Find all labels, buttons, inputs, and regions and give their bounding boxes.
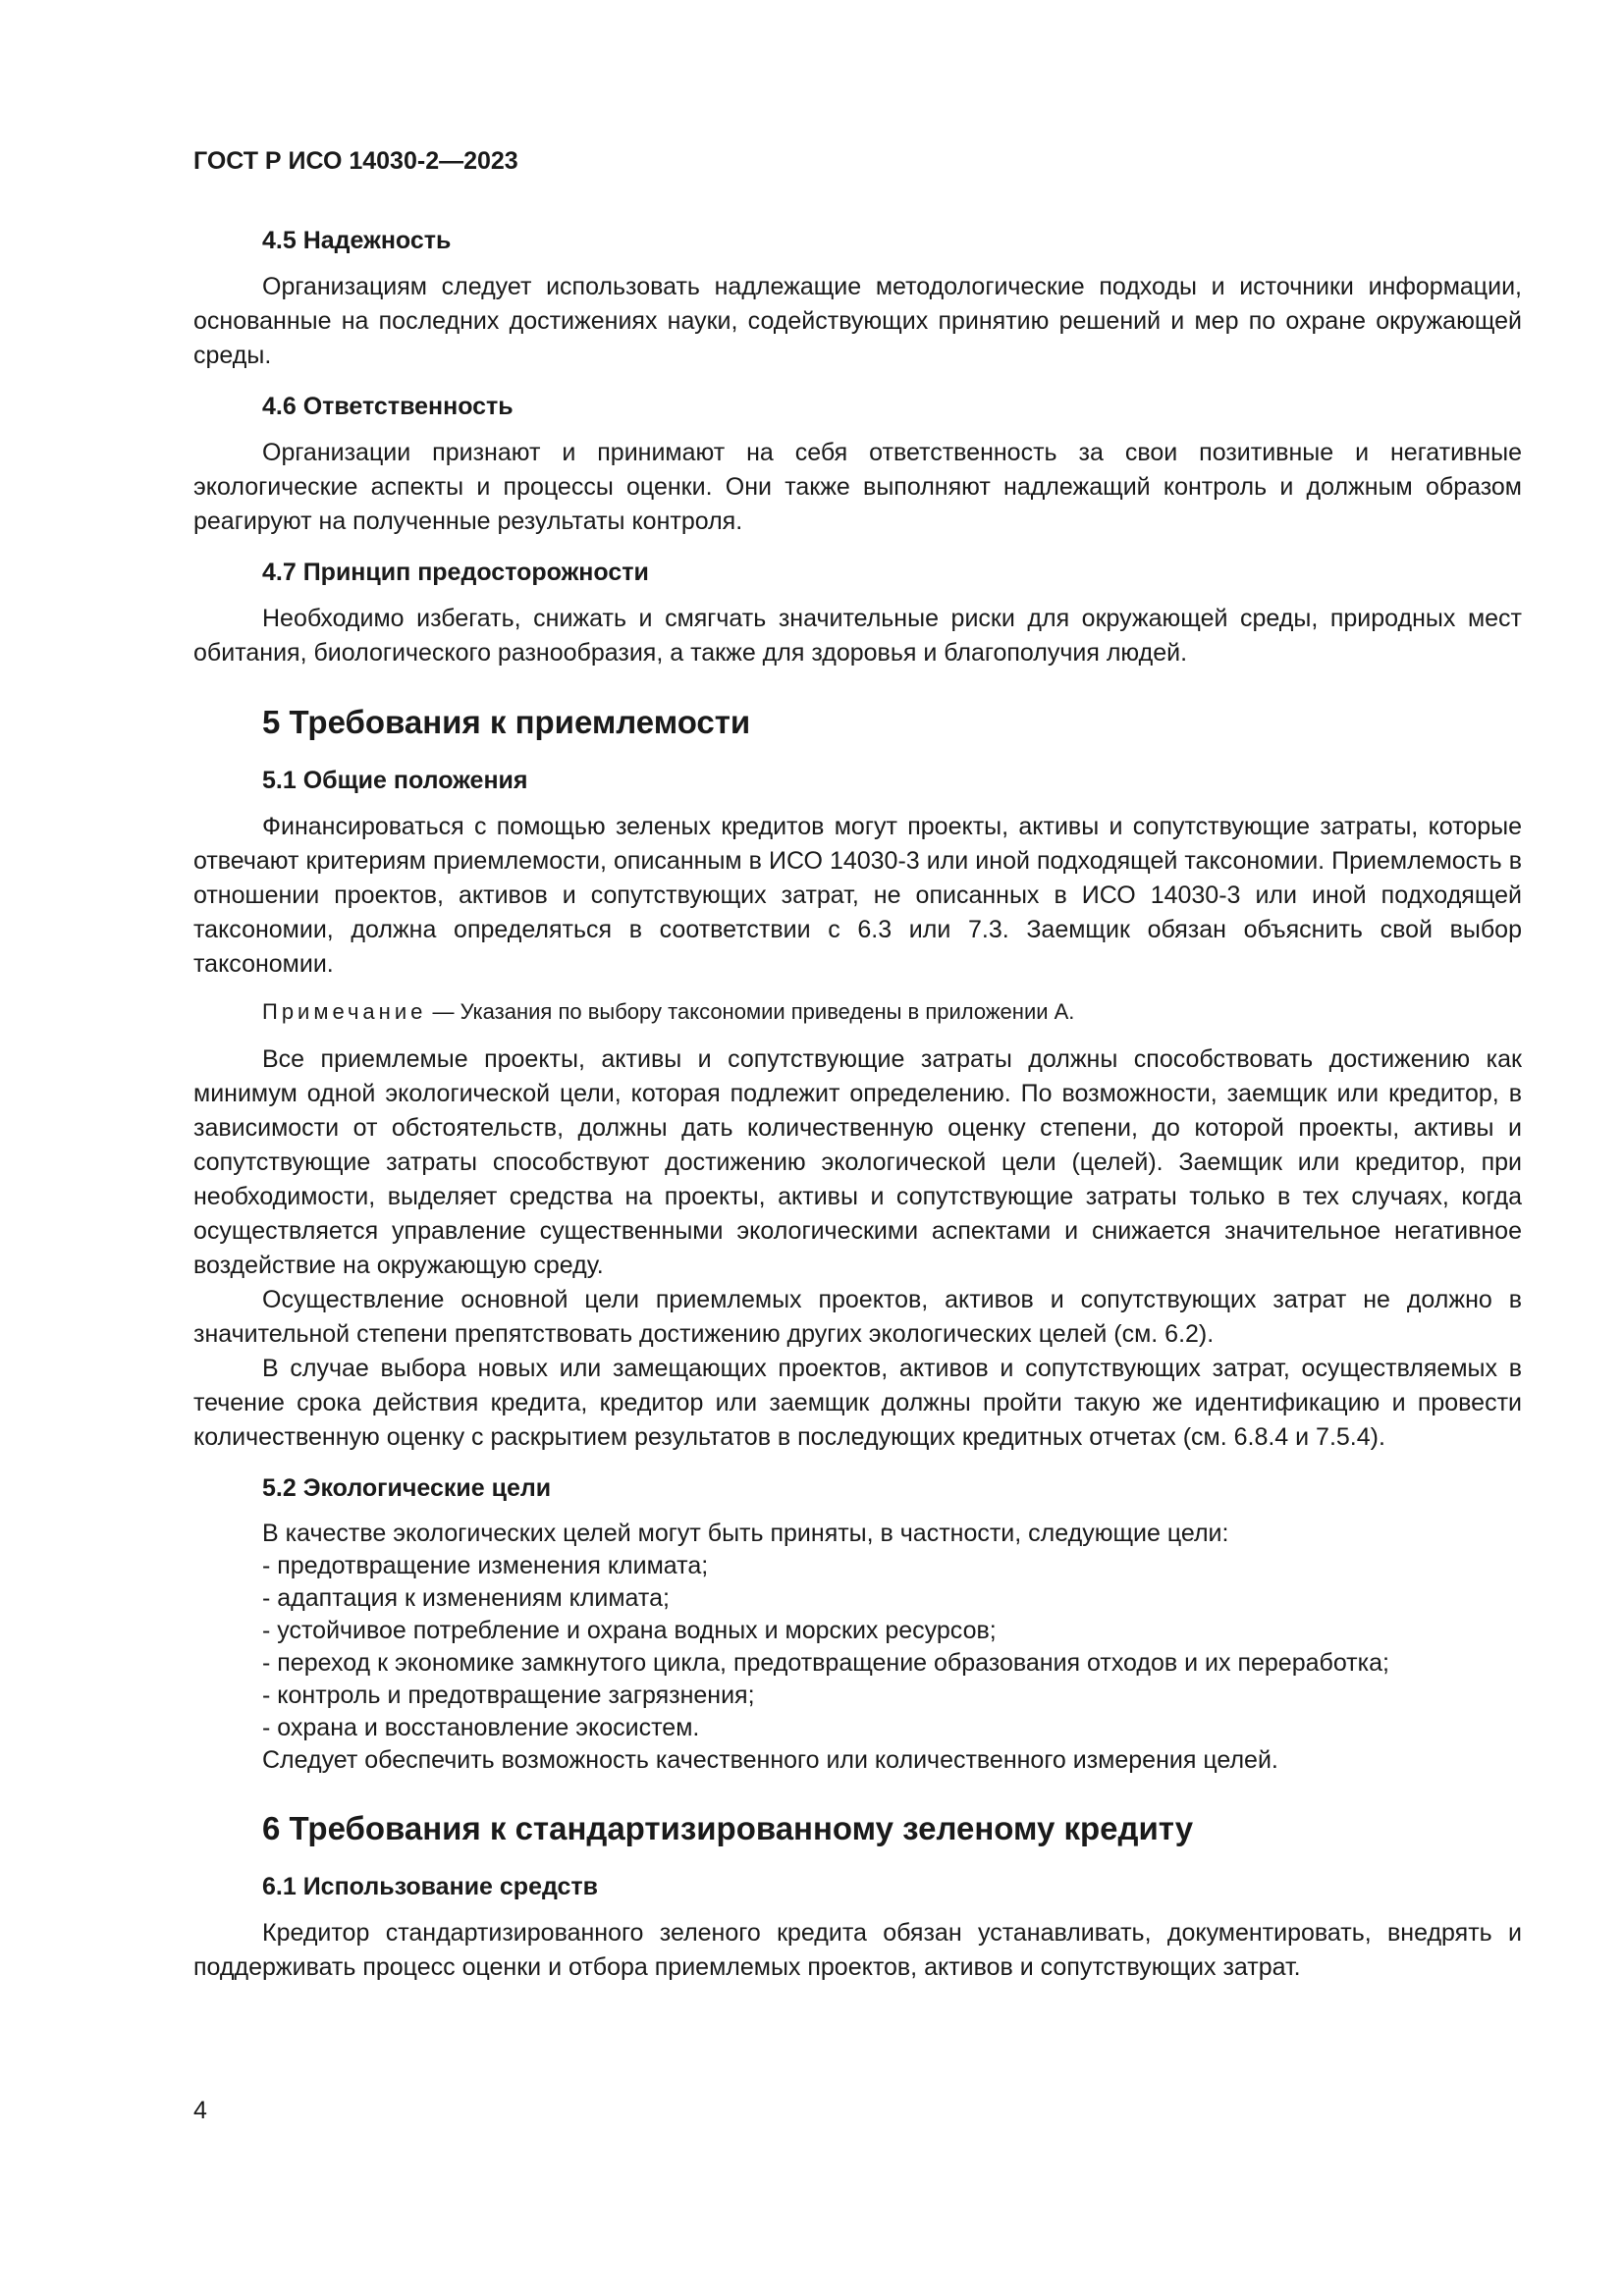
section-6-1-title: 6.1 Использование средств [262,1873,599,1900]
document-page [193,147,1522,1999]
section-5-1-title: 5.1 Общие положения [262,767,528,794]
section-6-1-paragraph: Кредитор стандартизированного зеленого кредита обязан устанавливать, документировать, внедрять и поддерживать процесс оценки и отбора приемлемых проектов, активов и сопутствующих затрат. [193,1919,1522,1981]
list-item: - устойчивое потребление и охрана водных и морских ресурсов; [262,1617,997,1644]
note [193,995,1522,1029]
document-header: ГОСТ Р ИСО 14030-2—2023 [193,147,518,175]
section-6-title: 6 Требования к стандартизированному зеленому кредиту [262,1810,1194,1846]
list-item: - переход к экономике замкнутого цикла, предотвращение образования отходов и их переработка; [262,1649,1389,1677]
section-5-2-title: 5.2 Экологические цели [262,1474,552,1502]
note-text: — Указания по выбору таксономии приведены в приложении А. [426,999,1075,1024]
section-4-6-title: 4.6 Ответственность [262,393,514,420]
section-4-7-paragraph: Необходимо избегать, снижать и смягчать значительные риски для окружающей среды, природных мест обитания, биологического разнообразия, а также для здоровья и благополучия людей. [193,605,1522,667]
section-5-2-outro: Следует обеспечить возможность качественного или количественного измерения целей. [262,1746,1278,1774]
section-4-7-title: 4.7 Принцип предосторожности [262,559,649,586]
section-5-1-paragraph-2: Все приемлемые проекты, активы и сопутствующие затраты должны способствовать достижению как минимум одной экологической цели, которая подлежит определению. По возможности, заемщик или кредитор, в зависимости от обстоятельств, должны дать количественную оценку степени, до которой проекты, активы и сопутствующие затраты способствуют достижению экологической цели (целей). Заемщик или кредитор, при необходимости, выделяет средства на проекты, активы и сопутствующие затраты только в тех случаях, когда осуществляется управление существенными экологическими аспектами и снижается значительное негативное воздействие на окружающую среду. [193,1045,1522,1279]
section-5-title: 5 Требования к приемлемости [262,704,751,740]
section-5-1-paragraph-3: Осуществление основной цели приемлемых проектов, активов и сопутствующих затрат не должно в значительной степени препятствовать достижению других экологических целей (см. 6.2). [193,1286,1522,1348]
page-number: 4 [193,2097,207,2124]
list-item: - охрана и восстановление экосистем. [262,1714,700,1741]
list-item: - предотвращение изменения климата; [262,1552,709,1579]
list-item: - контроль и предотвращение загрязнения; [262,1682,755,1709]
list-item: - адаптация к изменениям климата; [262,1584,670,1612]
note-label: Примечание [262,999,427,1024]
objectives-list [193,1550,1522,1744]
section-4-5-title: 4.5 Надежность [262,227,452,254]
section-5-2-intro: В качестве экологических целей могут быть приняты, в частности, следующие цели: [262,1520,1229,1547]
section-4-5-paragraph: Организациям следует использовать надлежащие методологические подходы и источники информации, основанные на последних достижениях науки, содействующих принятию решений и мер по охране окружающей среды. [193,273,1522,369]
section-5-1-paragraph-1: Финансироваться с помощью зеленых кредитов могут проекты, активы и сопутствующие затраты, которые отвечают критериям приемлемости, описанным в ИСО 14030-3 или иной подходящей таксономии. Приемлемость в отношении проектов, активов и сопутствующих затрат, не описанных в ИСО 14030-3 или иной подходящей таксономии, должна определяться в соответствии с 6.3 или 7.3. Заемщик обязан объяснить свой выбор таксономии. [193,813,1522,978]
section-4-6-paragraph: Организации признают и принимают на себя ответственность за свои позитивные и негативные экологические аспекты и процессы оценки. Они также выполняют надлежащий контроль и должным образом реагируют на полученные результаты контроля. [193,439,1522,535]
section-5-1-paragraph-4: В случае выбора новых или замещающих проектов, активов и сопутствующих затрат, осуществляемых в течение срока действия кредита, кредитор или заемщик должны пройти такую же идентификацию и провести количественную оценку с раскрытием результатов в последующих кредитных отчетах (см. 6.8.4 и 7.5.4). [193,1355,1522,1451]
